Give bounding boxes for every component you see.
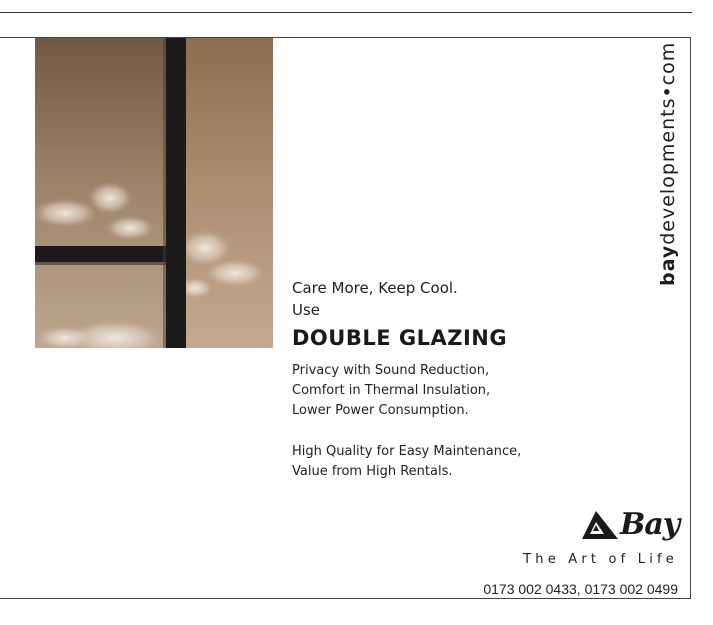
benefit-item: Lower Power Consumption. xyxy=(292,403,469,418)
website-url xyxy=(645,42,691,286)
tagline xyxy=(292,277,458,321)
tagline-line-1: Care More, Keep Cool. xyxy=(292,279,458,297)
benefit-item: Comfort in Thermal Insulation, xyxy=(292,383,491,398)
website-brand: bay xyxy=(657,244,679,286)
bay-logo xyxy=(582,509,678,547)
phone-numbers: 0173 002 0433, 0173 002 0499 xyxy=(483,581,678,597)
bay-logo-icon xyxy=(582,511,620,541)
headline: DOUBLE GLAZING xyxy=(292,326,508,350)
website-domain: developments•com xyxy=(657,41,679,245)
benefits-list xyxy=(292,361,490,421)
slogan: The Art of Life xyxy=(523,552,678,567)
benefit-item: Value from High Rentals. xyxy=(292,464,453,479)
benefit-item: High Quality for Easy Maintenance, xyxy=(292,444,522,459)
benefits-list-secondary xyxy=(292,442,521,482)
top-rule xyxy=(0,12,692,13)
window-sky-photo xyxy=(35,38,273,348)
tagline-line-2: Use xyxy=(292,301,321,319)
bay-logo-word: Bay xyxy=(620,507,680,542)
benefit-item: Privacy with Sound Reduction, xyxy=(292,363,490,378)
